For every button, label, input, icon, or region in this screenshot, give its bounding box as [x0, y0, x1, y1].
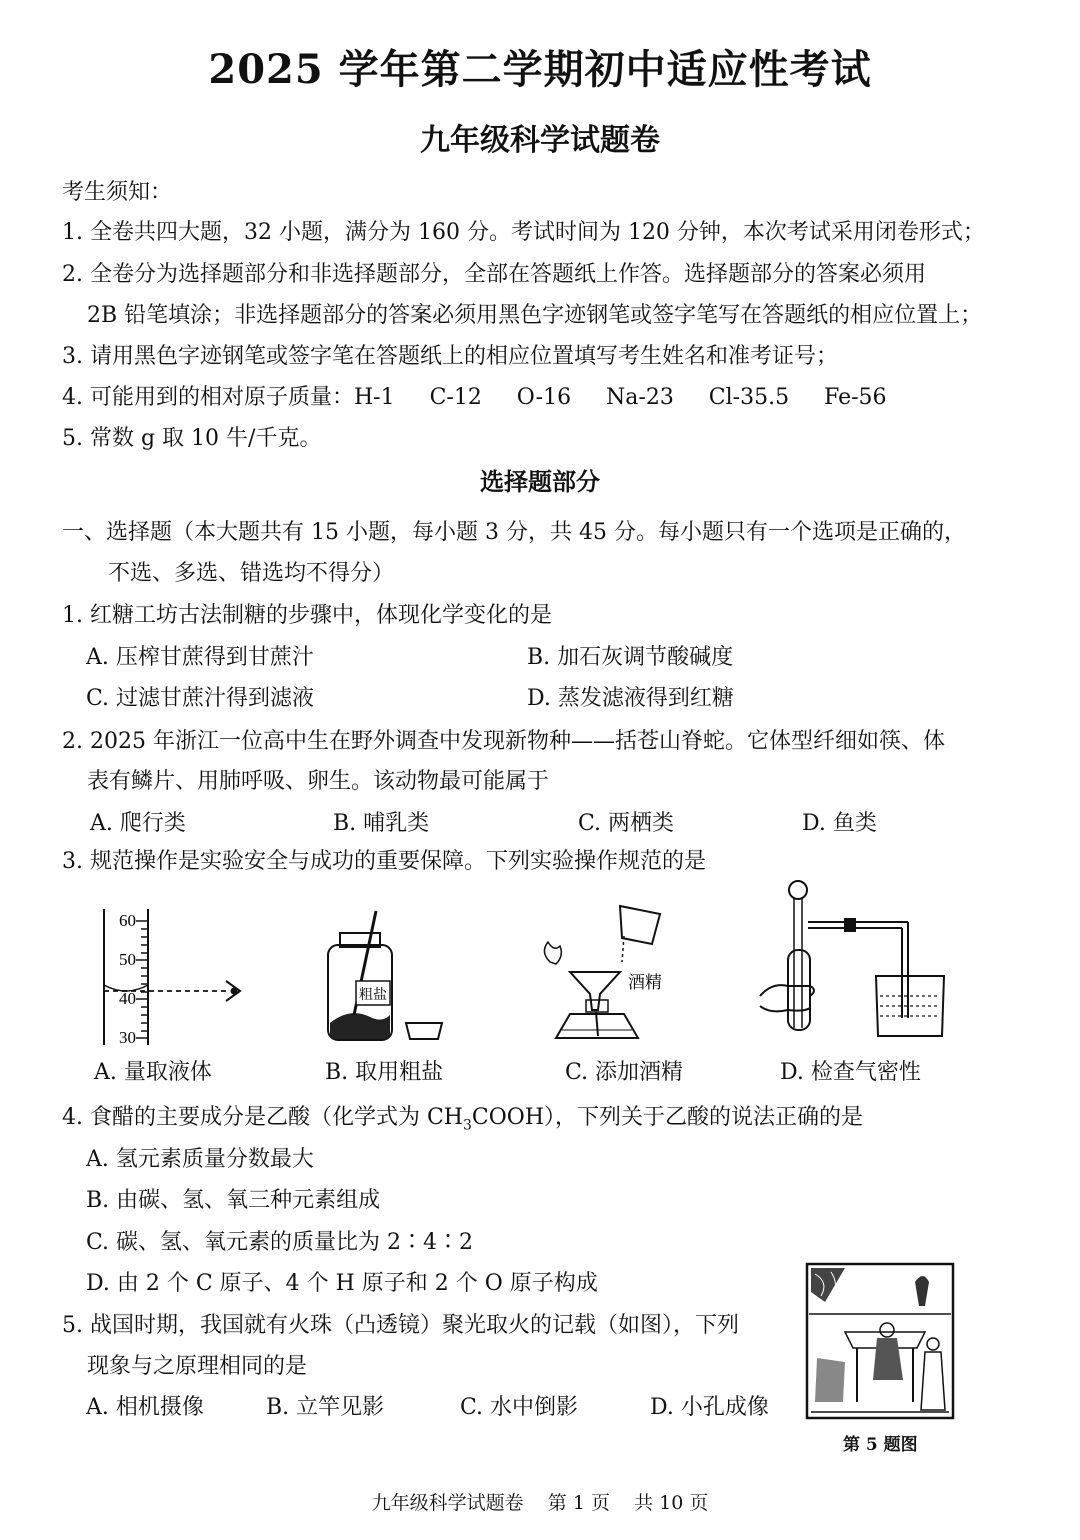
figure-d-caption: D. 检查气密性 — [780, 1060, 921, 1085]
part-one-instructions: 一、选择题（本大题共有 15 小题，每小题 3 分，共 45 分。每小题只有一个选项是正确的， — [62, 520, 966, 545]
figure-a-caption: A. 量取液体 — [94, 1060, 212, 1085]
figure-b-caption: B. 取用粗盐 — [325, 1060, 444, 1085]
figure-c-caption: C. 添加酒精 — [565, 1060, 684, 1085]
cylinder-tick-label: 40 — [119, 989, 136, 1008]
question-1-option-a: A. 压榨甘蔗得到甘蔗汁 — [86, 645, 314, 670]
question-4-stem-pre: 4. 食醋的主要成分是乙酸（化学式为 CH — [62, 1105, 463, 1130]
section-title: 选择题部分 — [480, 467, 600, 496]
figure-b-salt-jar — [320, 905, 450, 1050]
figure-5-caption: 第 5 题图 — [843, 1435, 918, 1455]
question-2-stem: 2. 2025 年浙江一位高中生在野外调查中发现新物种——括苍山脊蛇。它体型纤细如筷、体 — [62, 729, 945, 754]
jar-label: 粗盐 — [359, 988, 387, 1003]
figure-c-alcohol-lamp — [520, 900, 680, 1050]
figure-5-illustration — [805, 1262, 955, 1422]
question-4-option-c: C. 碳、氢、氧元素的质量比为 2∶4∶2 — [86, 1230, 474, 1255]
question-5-option-b: B. 立竿见影 — [266, 1395, 385, 1420]
figure-d-airtightness — [758, 878, 958, 1048]
exam-title: 2025 学年第二学期初中适应性考试 — [208, 46, 872, 93]
question-5-stem: 现象与之原理相同的是 — [87, 1354, 308, 1379]
notice-item: 3. 请用黑色字迹钢笔或签字笔在答题纸上的相应位置填写考生姓名和准考证号； — [62, 344, 838, 369]
page-footer: 九年级科学试题卷 第 1 页 共 10 页 — [371, 1492, 709, 1514]
question-4-stem — [62, 1100, 863, 1133]
question-3-stem: 3. 规范操作是实验安全与成功的重要保障。下列实验操作规范的是 — [62, 849, 706, 874]
question-2-option-b: B. 哺乳类 — [333, 811, 430, 836]
figure-a-graduated-cylinder — [88, 905, 258, 1050]
cylinder-tick-label: 50 — [119, 950, 136, 969]
notice-item: 2. 全卷分为选择题部分和非选择题部分，全部在答题纸上作答。选择题部分的答案必须用 — [62, 262, 926, 287]
question-5-option-d: D. 小孔成像 — [650, 1395, 769, 1420]
question-2-option-c: C. 两栖类 — [578, 811, 675, 836]
notice-item: 4. 可能用到的相对原子质量：H-1 C-12 O-16 Na-23 Cl-35.5 Fe-56 — [62, 385, 887, 410]
question-4-option-b: B. 由碳、氢、氧三种元素组成 — [86, 1188, 381, 1213]
question-1-option-c: C. 过滤甘蔗汁得到滤液 — [86, 686, 315, 711]
part-one-instructions: 不选、多选、错选均不得分） — [108, 561, 395, 586]
cylinder-tick-label: 60 — [119, 911, 136, 930]
question-5-option-a: A. 相机摄像 — [86, 1395, 204, 1420]
paper-subtitle: 九年级科学试题卷 — [420, 123, 660, 158]
question-1-stem: 1. 红糖工坊古法制糖的步骤中，体现化学变化的是 — [62, 603, 552, 628]
notice-item: 5. 常数 g 取 10 牛/千克。 — [62, 426, 322, 451]
question-2-stem: 表有鳞片、用肺呼吸、卵生。该动物最可能属于 — [87, 769, 550, 794]
question-4-stem-post: COOH），下列关于乙酸的说法正确的是 — [471, 1105, 864, 1130]
notice-item: 1. 全卷共四大题，32 小题，满分为 160 分。考试时间为 120 分钟，本次考试采用闭卷形式； — [62, 220, 985, 245]
notice-heading: 考生须知： — [62, 180, 173, 205]
question-2-option-d: D. 鱼类 — [802, 811, 877, 836]
alcohol-label: 酒精 — [628, 973, 662, 992]
question-5-stem: 5. 战国时期，我国就有火珠（凸透镜）聚光取火的记载（如图），下列 — [62, 1313, 739, 1338]
question-5-option-c: C. 水中倒影 — [460, 1395, 579, 1420]
question-1-option-d: D. 蒸发滤液得到红糖 — [527, 686, 734, 711]
question-1-option-b: B. 加石灰调节酸碱度 — [527, 645, 734, 670]
question-4-option-d: D. 由 2 个 C 原子、4 个 H 原子和 2 个 O 原子构成 — [86, 1271, 598, 1296]
question-2-option-a: A. 爬行类 — [90, 811, 186, 836]
question-4-subscript: 3 — [463, 1117, 472, 1134]
notice-item: 2B 铅笔填涂；非选择题部分的答案必须用黑色字迹钢笔或签字笔写在答题纸的相应位置上； — [87, 303, 983, 328]
question-4-option-a: A. 氢元素质量分数最大 — [86, 1147, 314, 1172]
cylinder-tick-label: 30 — [119, 1028, 136, 1047]
